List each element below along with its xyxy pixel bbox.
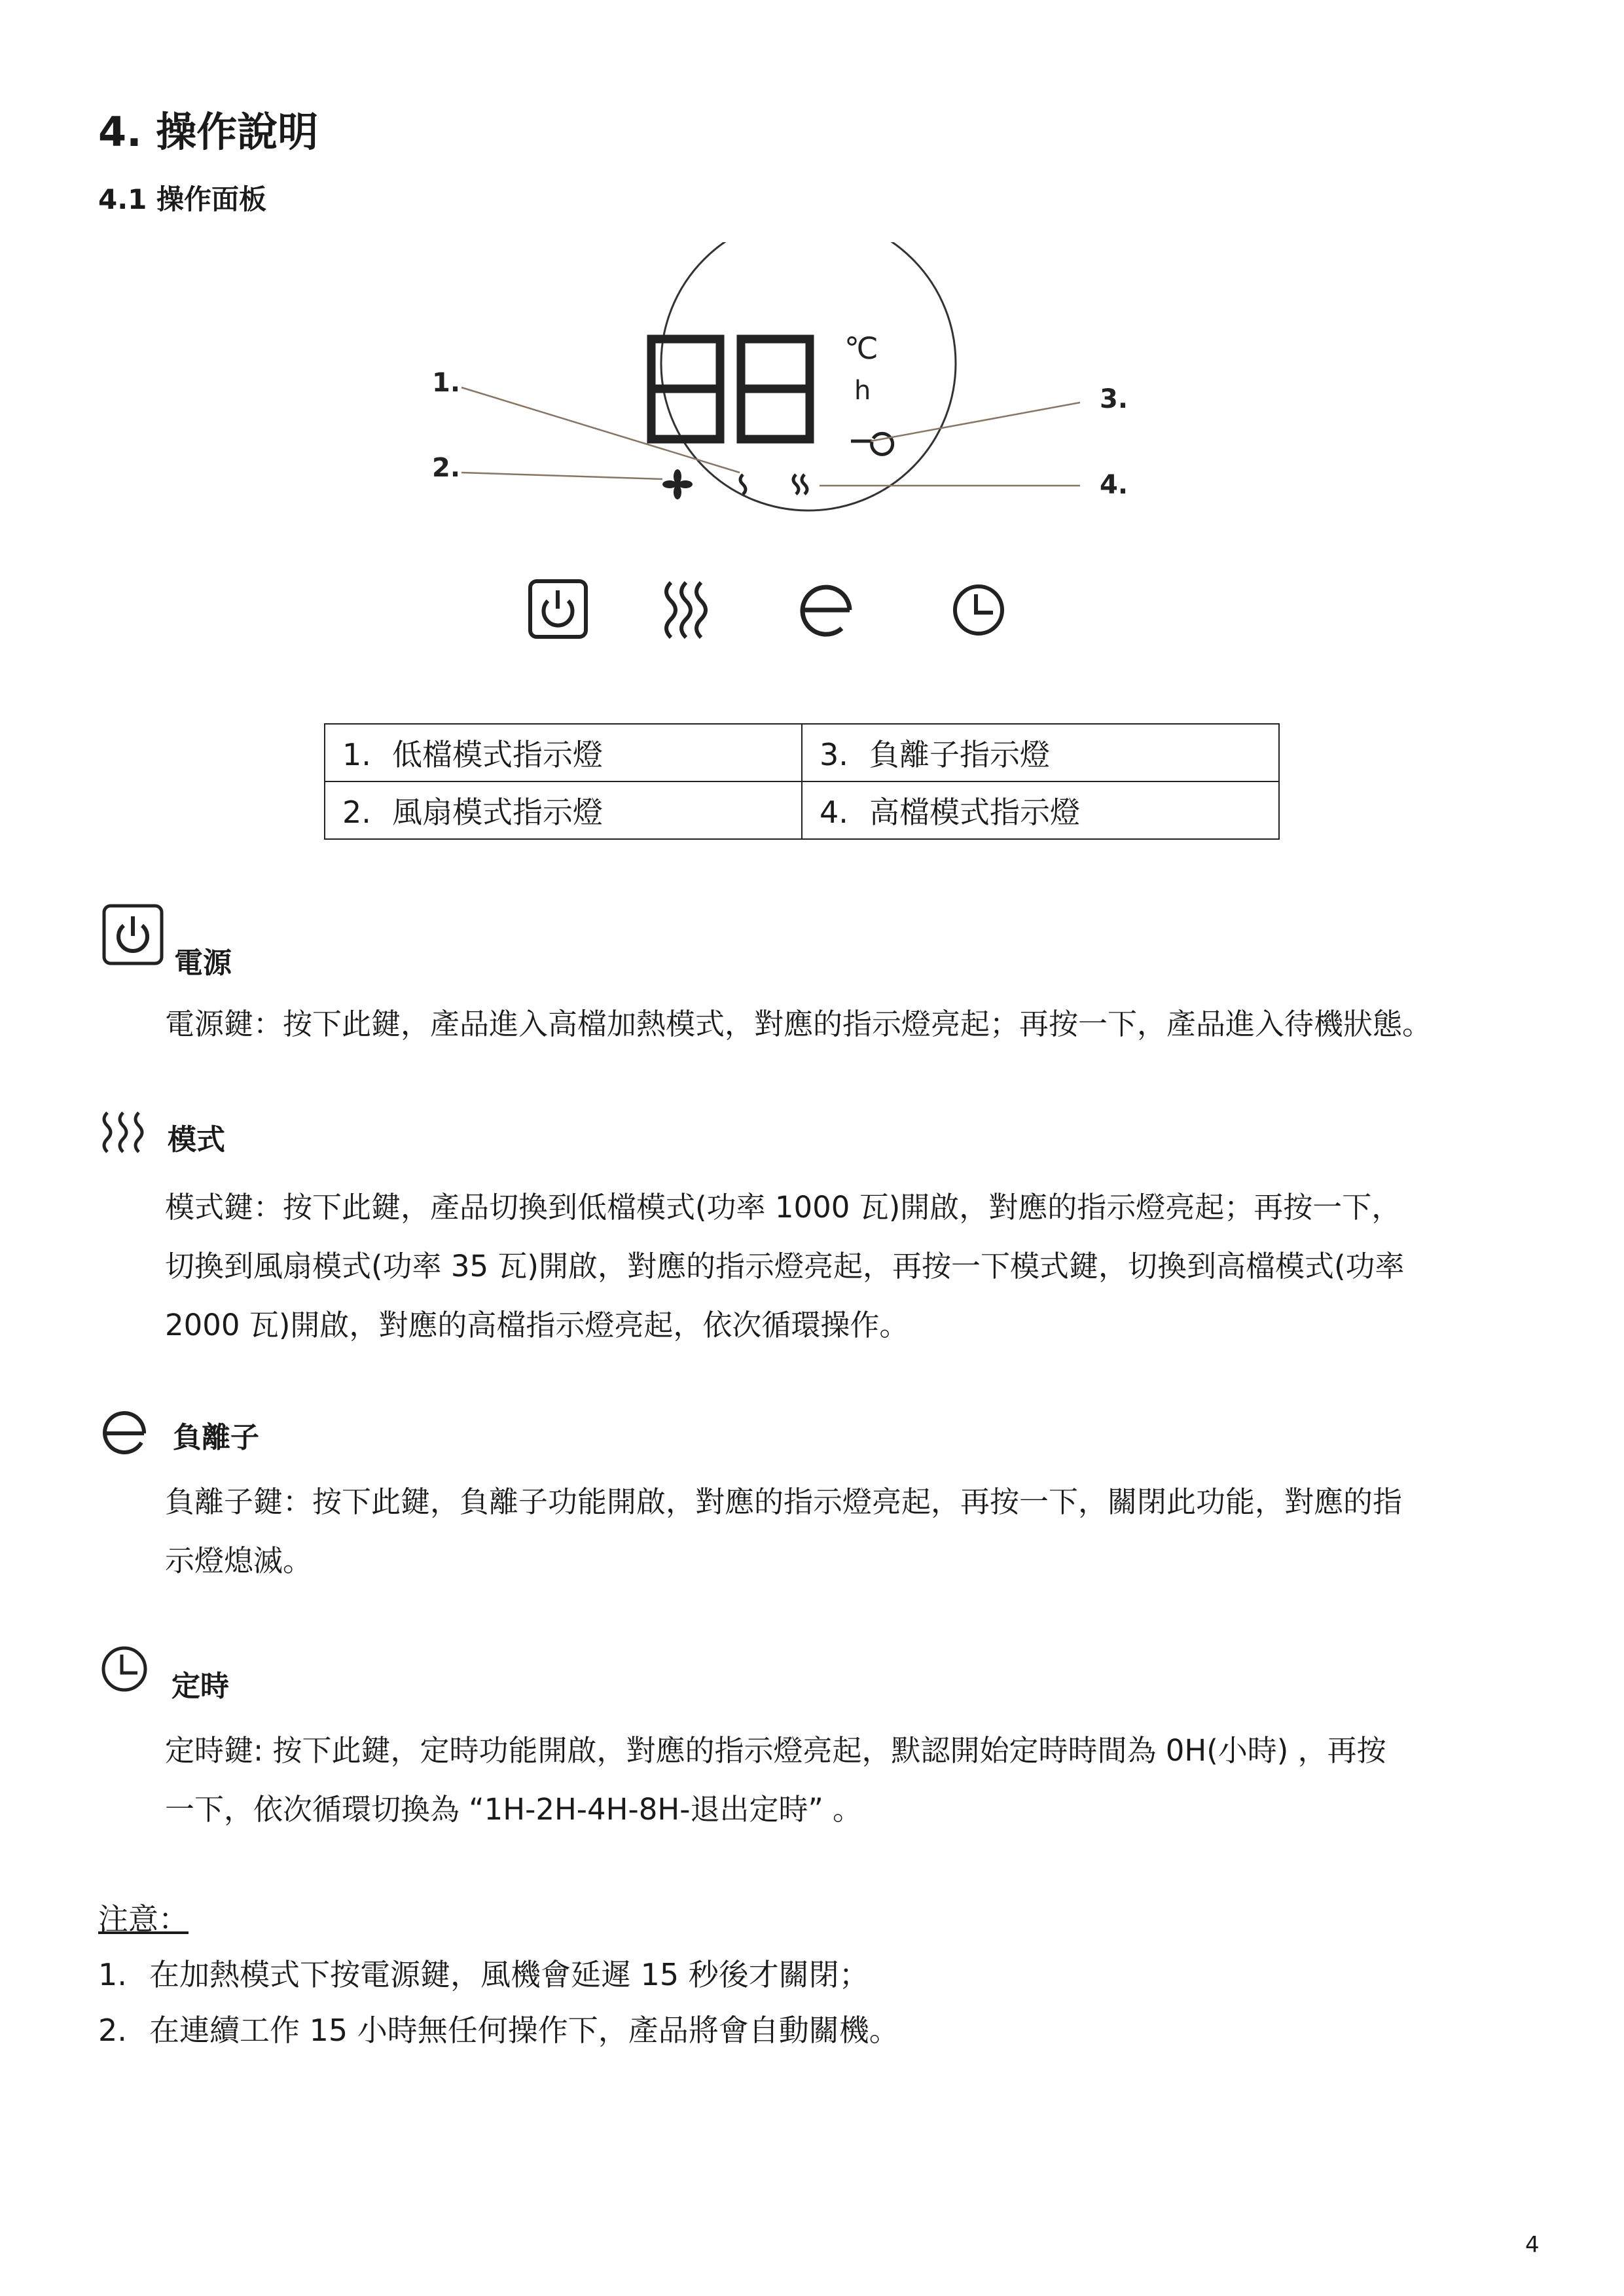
table-row	[325, 781, 1279, 839]
page-title: 4. 操作說明	[98, 108, 319, 156]
anion-section-title: 負離子	[173, 1421, 259, 1454]
note-item: 1. 在加熱模式下按電源鍵，風機會延遲 15 秒後才關閉；	[98, 1957, 869, 1992]
heat-mode-button-icon	[666, 583, 706, 637]
power-section-text: 電源鍵：按下此鍵，產品進入高檔加熱模式，對應的指示燈亮起；再按一下，產品進入待機狀態。	[165, 1007, 1432, 1041]
page-number: 4	[1525, 2232, 1540, 2258]
power-icon	[101, 903, 164, 966]
low-heat-indicator-icon	[740, 475, 746, 494]
celsius-indicator: ℃	[844, 331, 878, 366]
control-panel-diagram	[419, 242, 1218, 661]
table-row	[325, 724, 1279, 781]
legend-cell: 4. 高檔模式指示燈	[802, 781, 1279, 839]
power-section-title: 電源	[174, 946, 232, 980]
anion-indicator-icon	[851, 433, 893, 454]
legend-cell: 3. 負離子指示燈	[802, 724, 1279, 781]
legend-cell: 2. 風扇模式指示燈	[325, 781, 802, 839]
callout-2: 2.	[432, 453, 461, 483]
callout-3: 3.	[1100, 384, 1128, 414]
legend-cell: 1. 低檔模式指示燈	[325, 724, 802, 781]
callout-4: 4.	[1100, 470, 1128, 500]
anion-section-text: 負離子鍵：按下此鍵，負離子功能開啟，對應的指示燈亮起，再按一下，關閉此功能，對應的指 示燈熄滅。	[165, 1484, 1403, 1578]
anion-icon	[98, 1407, 151, 1460]
heat-mode-icon	[98, 1109, 151, 1155]
power-button-icon	[530, 581, 586, 637]
timer-button-icon	[955, 586, 1002, 634]
hour-indicator: h	[854, 376, 871, 406]
indicator-legend-table	[324, 723, 1280, 840]
anion-button-icon	[803, 587, 850, 634]
note-item: 2. 在連續工作 15 小時無任何操作下，產品將會自動關機。	[98, 2013, 899, 2048]
timer-section-text: 定時鍵: 按下此鍵，定時功能開啟，對應的指示燈亮起，默認開始定時時間為 0H(小時) ，再按 一下，依次循環切換為 “1H-2H-4H-8H-退出定時” 。	[165, 1733, 1386, 1827]
fan-indicator-icon	[662, 469, 693, 499]
mode-section-title: 模式	[168, 1123, 225, 1157]
mode-section-text: 模式鍵：按下此鍵，產品切換到低檔模式(功率 1000 瓦)開啟，對應的指示燈亮起；再按一下， 切換到風扇模式(功率 35 瓦)開啟，對應的指示燈亮起，再按一下模式鍵，切換到高檔模式(功率 2000 瓦)開啟，對應的高檔指示燈亮起，依次循環操作。	[165, 1190, 1405, 1342]
notes-title: 注意：	[98, 1901, 189, 1937]
timer-icon	[98, 1643, 151, 1695]
callout-1: 1.	[432, 368, 461, 398]
high-heat-indicator-icon	[793, 475, 807, 494]
section-subtitle: 4.1 操作面板	[98, 183, 267, 215]
timer-section-title: 定時	[171, 1670, 229, 1703]
